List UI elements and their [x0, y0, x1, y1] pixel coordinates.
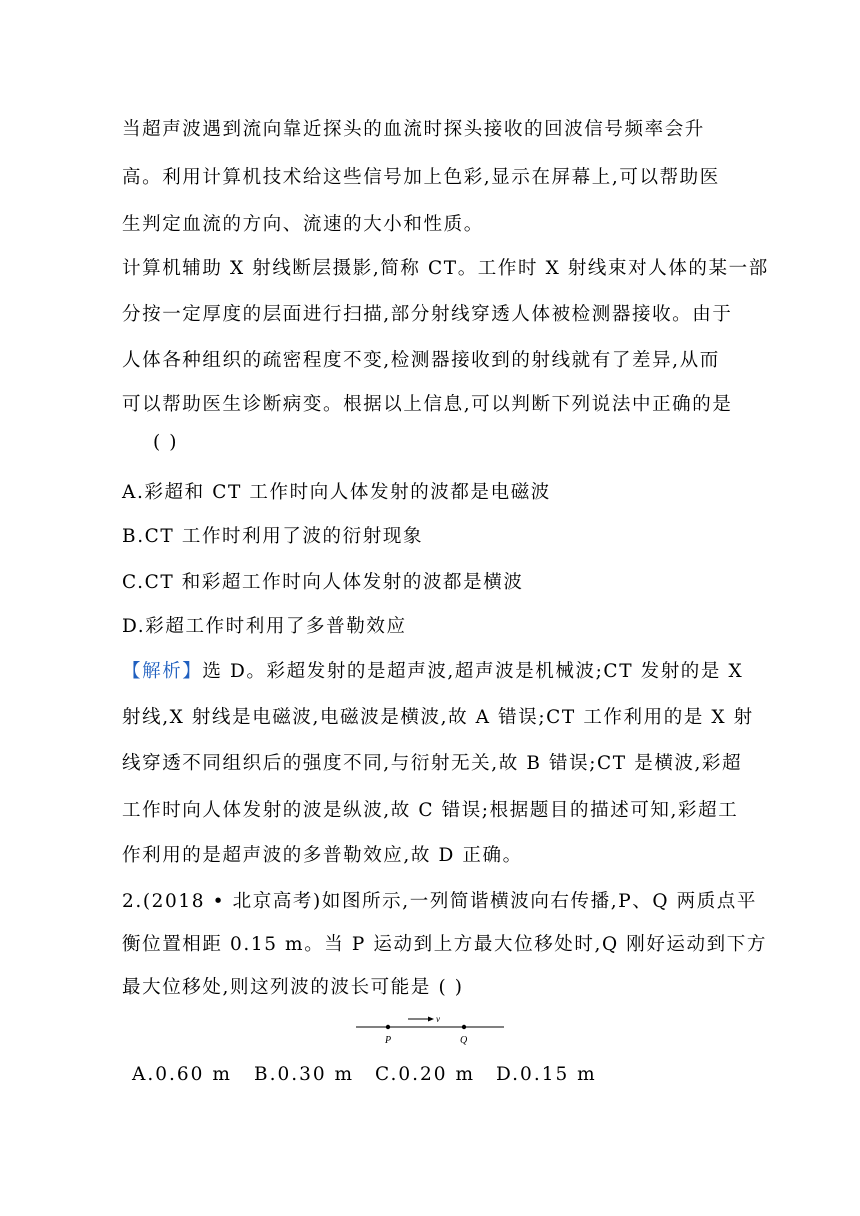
option-c: C.0.20 m [375, 1064, 475, 1085]
question-2-line: 最大位移处,则这列波的波长可能是 ( ) [122, 977, 464, 998]
analysis-text: 选 D。彩超发射的是超声波,超声波是机械波;CT 发射的是 X [202, 661, 744, 682]
velocity-arrow-head [428, 1017, 434, 1022]
text-line: 人体各种组织的疏密程度不变,检测器接收到的射线就有了差异,从而 [122, 350, 720, 371]
text-line: 分按一定厚度的层面进行扫描,部分射线穿透人体被检测器接收。由于 [122, 304, 733, 325]
option-a: A.0.60 m [132, 1064, 232, 1085]
analysis-first-line [122, 657, 743, 683]
text-line: 高。利用计算机技术给这些信号加上色彩,显示在屏幕上,可以帮助医 [122, 167, 720, 188]
analysis-line: 工作时向人体发射的波是纵波,故 C 错误;根据题目的描述可知,彩超工 [122, 800, 739, 821]
option-b: B.CT 工作时利用了波的衍射现象 [122, 526, 424, 547]
option-c: C.CT 和彩超工作时向人体发射的波都是横波 [122, 572, 524, 593]
question-2-line: 2.(2018 • 北京高考)如图所示,一列简谐横波向右传播,P、Q 两质点平 [122, 891, 757, 912]
point-p-label: P [385, 1035, 392, 1046]
text-line: 当超声波遇到流向靠近探头的血流时探头接收的回波信号频率会升 [122, 119, 705, 140]
option-a: A.彩超和 CT 工作时向人体发射的波都是电磁波 [122, 482, 551, 503]
analysis-line: 射线,X 射线是电磁波,电磁波是横波,故 A 错误;CT 工作利用的是 X 射 [122, 707, 754, 728]
velocity-label: v [436, 1014, 440, 1024]
answer-bracket: ( ) [153, 432, 179, 453]
option-b: B.0.30 m [254, 1064, 355, 1085]
wave-figure [352, 1012, 512, 1050]
text-line: 可以帮助医生诊断病变。根据以上信息,可以判断下列说法中正确的是 [122, 394, 733, 415]
analysis-tag: 【解析】 [122, 661, 203, 682]
text-line: 生判定血流的方向、流速的大小和性质。 [122, 214, 484, 235]
analysis-line: 作利用的是超声波的多普勒效应,故 D 正确。 [122, 845, 523, 866]
point-q-label: Q [460, 1035, 468, 1046]
question-2-line: 衡位置相距 0.15 m。当 P 运动到上方最大位移处时,Q 刚好运动到下方 [122, 934, 767, 955]
option-d: D.0.15 m [496, 1064, 597, 1085]
question-2-options [132, 1064, 597, 1085]
text-line: 计算机辅助 X 射线断层摄影,简称 CT。工作时 X 射线束对人体的某一部 [122, 258, 769, 279]
point-p-dot [386, 1025, 390, 1029]
point-q-dot [462, 1025, 466, 1029]
option-d: D.彩超工作时利用了多普勒效应 [122, 616, 407, 637]
analysis-line: 线穿透不同组织后的强度不同,与衍射无关,故 B 错误;CT 是横波,彩超 [122, 753, 743, 774]
